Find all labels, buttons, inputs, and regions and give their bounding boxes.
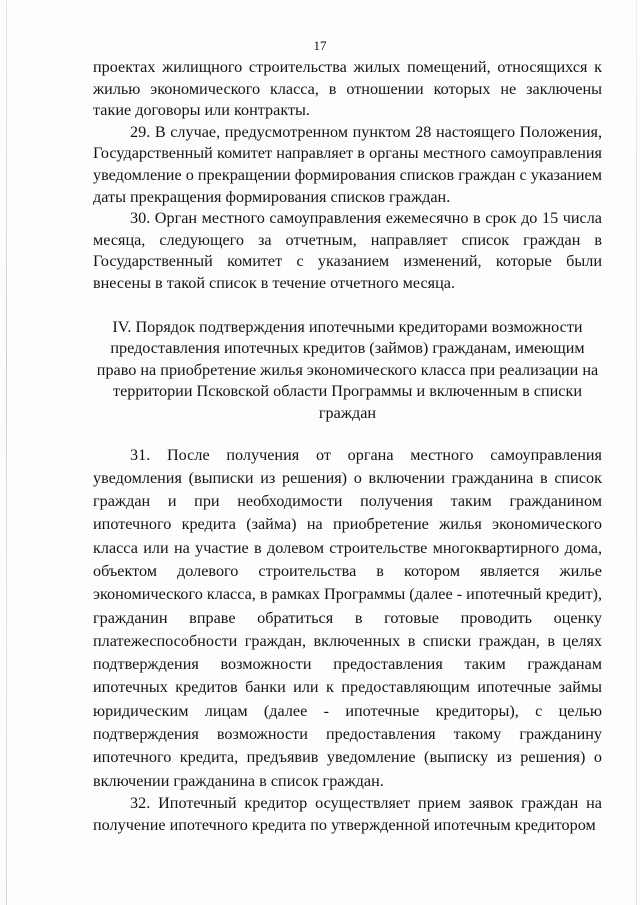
scan-edge-left xyxy=(6,0,7,905)
document-body xyxy=(93,57,602,836)
paragraph-31: 31. После получения от органа местного самоуправления уведомления (выписки из решения) о включении гражданина в список граждан и при необходимости получения таким гражданином ипотечного кредита (займа) на приобретение жилья экономического класса или на участие в долевом строительстве многоквартирного дома, объектом долевого строительства в котором является жилье экономического класса, в рамках Программы (далее - ипотечный кредит), гражданин вправе обратиться в готовые проводить оценку платежеспособности граждан, включенных в списки граждан, в целях подтверждения возможности предоставления таким гражданам ипотечных кредитов банки или к предоставляющим ипотечные займы юридическим лицам (далее - ипотечные кредиторы), с целью подтверждения возможности предоставления такому гражданину ипотечного кредита, предъявив уведомление (выписку из решения) о включении гражданина в список граждан. xyxy=(93,445,602,790)
paragraph-29: 29. В случае, предусмотренном пунктом 28 настоящего Положения, Государственный комитет направляет в органы местного самоуправления уведомление о прекращении формирования списков граждан с указанием даты прекращения формирования списков граждан. xyxy=(93,122,602,206)
section-heading: IV. Порядок подтверждения ипотечными кредиторами возможности предоставления ипотечных кредитов (займов) гражданам, имеющим право на приобретение жилья экономического класса при реализации на территории Псковской области Программы и включенным в списки граждан xyxy=(96,317,599,422)
paragraph-continuation: проектах жилищного строительства жилых помещений, относящихся к жилью экономического класса, в отношении которых не заключены такие договоры или контракты. xyxy=(93,58,602,120)
paragraph-32: 32. Ипотечный кредитор осуществляет прием заявок граждан на получение ипотечного кредита по утвержденной ипотечным кредитором xyxy=(93,793,602,834)
paragraph-30: 30. Орган местного самоуправления ежемесячно в срок до 15 числа месяца, следующего за отчетным, направляет список граждан в Государственный комитет с указанием изменений, которые были внесены в такой список в течение отчетного месяца. xyxy=(93,209,602,292)
scan-edge-right xyxy=(636,0,637,905)
page-number: 17 xyxy=(313,38,327,53)
